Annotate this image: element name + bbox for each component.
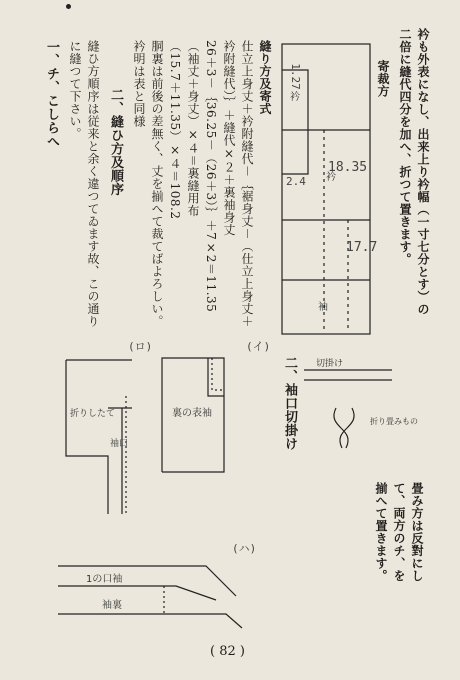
fig-label-ro: (ロ) [128,340,153,353]
fig-top-label-3: 袖 [318,302,328,313]
fig-bottom-text-a: 1の口袖 [86,574,123,585]
text-line-1: 衿も外表になし、出来上り衿幅（一寸七分とす）の [416,28,430,316]
formula-line-4: （袖丈＋身丈）×４＝裏縫用布 [186,40,200,218]
cuff-top-note: 切掛け [316,359,344,369]
formula-line-3: 26＋3－｛36.25－（26＋3）｝＋7×2＝11.35 [204,40,218,313]
pattern-figure-bottom [56,556,246,636]
text-line-2: 二倍に縫代四分を加へ、折つて置きます。 [398,28,412,266]
formula-line-6: 胴裏は前後の差無く、丈を揃へて裁てばよろしい。 [150,40,164,328]
cuff-figure [296,358,436,478]
section-2-line-2: に縫つて下さい。 [68,40,82,140]
formula-line-5: （15.7＋11.35）×４＝108.2 [168,40,182,220]
pattern-figure-mid [160,356,240,476]
formula-heading: 縫り方及寄式 [258,40,272,115]
back-sleeve-text: 裏の表袖 [172,408,212,419]
formula-line-1: 仕立上身丈＋衿附縫代－｛裾身丈－（仕立上身丈＋ [240,40,254,328]
fig-top-measure-a: 1.27 [288,63,302,90]
fold-text: 折りしたて [70,409,116,419]
section-2-title: 二、縫ひ方及順序 [108,88,123,196]
fig-top-measure-c: 17.7 [346,240,378,255]
fold-instruction-1: 畳み方は反對にし [410,482,424,582]
section-2-line-1: 縫ひ方順序は従来と余く違つてゐます故、この通り [86,40,100,328]
fig-top-label-2: 衿 [326,172,336,183]
fig-top-label-1: 衿 [290,92,300,103]
cuff-text: 袖口 [110,439,129,449]
item-1-heading: 一、チ、こしらへ [44,40,59,148]
fig-bottom-label: (ハ) [232,542,257,555]
fig-top-measure-d: 2.4 [286,175,306,188]
pattern-figure-left [62,356,142,516]
fig-label-i: (イ) [246,340,271,353]
margin-dot [66,4,71,9]
page-number: ( 82 ) [210,644,245,659]
fold-instruction-2: て、両方のチ、を [392,482,406,582]
text-line-3: 寄裁方 [376,60,390,98]
fig-top-measure-b: 18.35 [328,160,368,175]
fold-instruction-3: 揃へて置きます。 [374,482,388,582]
cuff-fold-note: 折り畳みもの [370,417,418,426]
cuff-section-title: 二、袖口切掛け [282,356,297,451]
fig-bottom-text-b: 袖裏 [102,600,122,611]
formula-line-2: 衿附縫代）｝＋縫代×２＋裏袖身丈 [222,40,236,236]
formula-line-7: 衿明は表と同様 [132,40,146,128]
